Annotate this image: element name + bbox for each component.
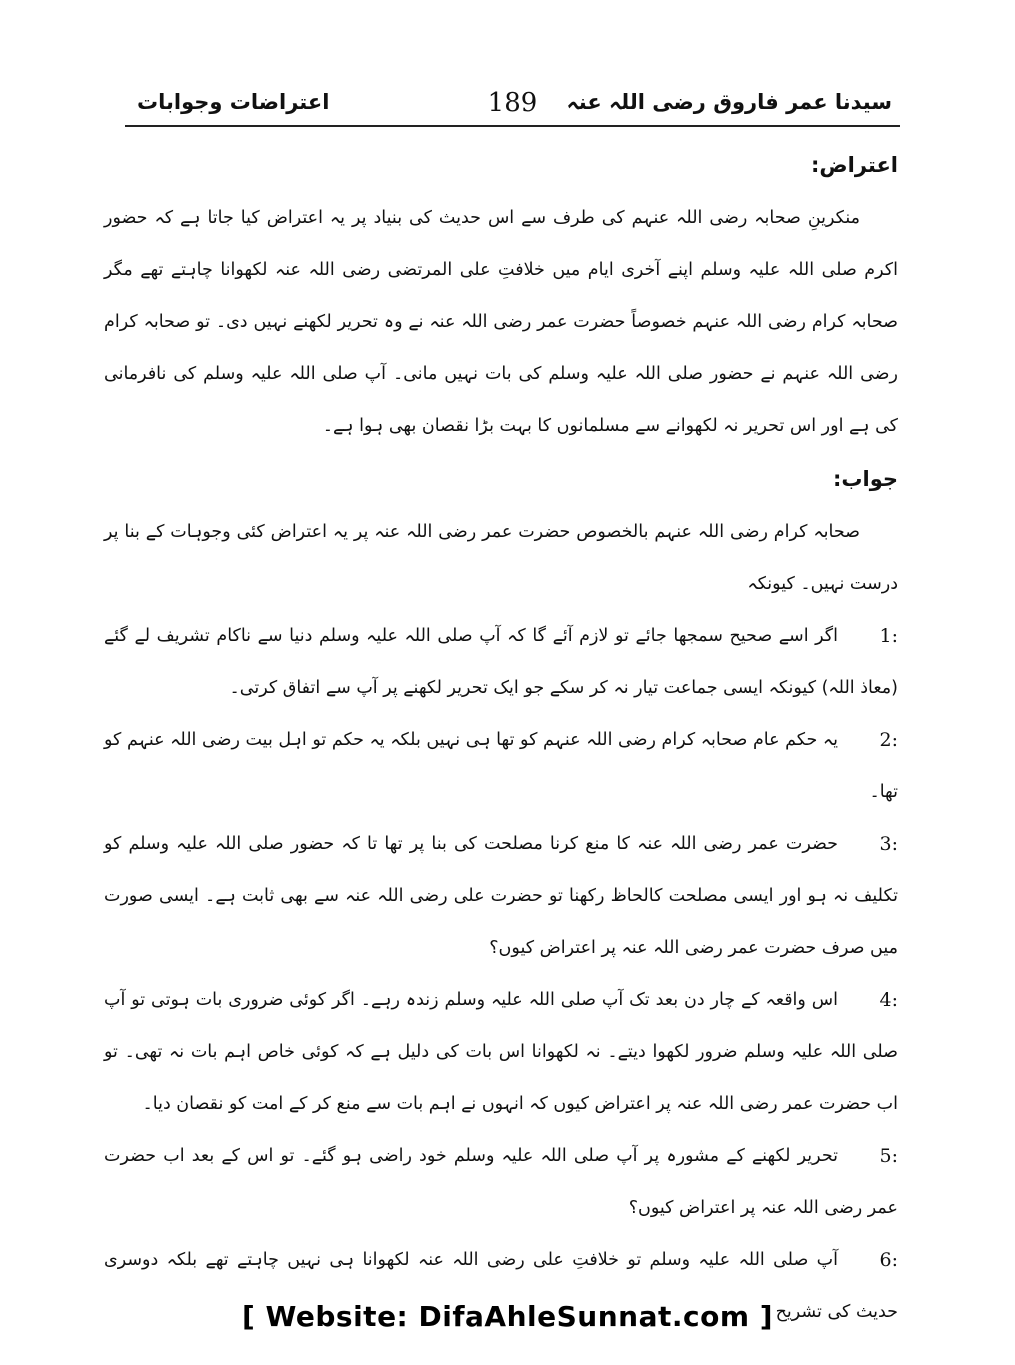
list-item-number: 2: [879, 729, 898, 751]
list-item-number: 3: [879, 833, 898, 855]
answer-heading: جواب: [833, 467, 898, 491]
list-item-5 [104, 1130, 898, 1234]
header-divider [125, 125, 900, 127]
list-item-text: اگر اسے صحیح سمجھا جائے تو لازم آئے گا کہ آپ صلی اللہ علیہ وسلم دنیا سے ناکام تشریف لے گئے (معاذ اللہ) کیونکہ ایسی جماعت تیار نہ کر سکے جو ایک تحریر لکھنے پر آپ سے اتفاق کرتی۔ [104, 626, 898, 698]
list-item-text: تحریر لکھنے کے مشورہ پر آپ صلی اللہ علیہ وسلم خود راضی ہو گئے۔ تو اس کے بعد اب حضرت عمر رضی اللہ عنہ پر اعتراض کیوں؟ [104, 1146, 898, 1218]
page-header [125, 82, 900, 126]
list-item-number: 4: [879, 989, 898, 1011]
list-item-number: 5: [879, 1145, 898, 1167]
objection-paragraph: منکرینِ صحابہ رضی اللہ عنہم کی طرف سے اس حدیث کی بنیاد پر یہ اعتراض کیا جاتا ہے کہ حضور اکرم صلی اللہ علیہ وسلم اپنے آخری ایام میں خلافتِ علی المرتضی رضی اللہ عنہ لکھوانا چاہتے تھے مگر صحابہ کرام رضی اللہ عنہم خصوصاً حضرت عمر رضی اللہ عنہ نے وہ تحریر لکھنے نہیں دی۔ تو صحابہ کرام رضی اللہ عنہم نے حضور صلی اللہ علیہ وسلم کی بات نہیں مانی۔ آپ صلی اللہ علیہ وسلم کی نافرمانی کی ہے اور اس تحریر نہ لکھوانے سے مسلمانوں کا بہت بڑا نقصان بھی ہوا ہے۔ [104, 208, 898, 436]
list-item-number: 1: [879, 625, 898, 647]
page-number: 189 [487, 88, 538, 118]
answer-intro-paragraph: صحابہ کرام رضی اللہ عنہم بالخصوص حضرت عمر رضی اللہ عنہ پر یہ اعتراض کئی وجوہات کے بنا پر درست نہیں۔ کیونکہ [104, 522, 898, 594]
list-item-text: آپ صلی اللہ علیہ وسلم تو خلافتِ علی رضی اللہ عنہ لکھوانا ہی نہیں چاہتے تھے بلکہ دوسری حدیث کی تشریح [104, 1250, 898, 1322]
list-item-4 [104, 974, 898, 1130]
list-item-text: اس واقعہ کے چار دن بعد تک آپ صلی اللہ علیہ وسلم زندہ رہے۔ اگر کوئی ضروری بات ہوتی تو آپ صلی اللہ علیہ وسلم ضرور لکھوا دیتے۔ نہ لکھوانا اس بات کی دلیل ہے کہ کوئی خاص اہم بات نہ تھی۔ تو اب حضرت عمر رضی اللہ عنہ پر اعتراض کیوں کہ انہوں نے اہم بات سے منع کر کے امت کو نقصان دیا۔ [104, 990, 898, 1114]
chapter-title: اعتراضات وجوابات [137, 90, 330, 114]
website-footer: [ Website: DifaAhleSunnat.com ] [241, 1300, 774, 1333]
objection-heading: اعتراض: [810, 153, 898, 177]
list-item-1 [104, 610, 898, 714]
list-item-2 [104, 714, 898, 818]
list-item-text: یہ حکم عام صحابہ کرام رضی اللہ عنہم کو تھا ہی نہیں بلکہ یہ حکم تو اہل بیت رضی اللہ عنہم کو تھا۔ [104, 730, 898, 802]
page-content [104, 138, 898, 1338]
list-item-number: 6: [879, 1249, 898, 1271]
book-title: سیدنا عمر فاروق رضی اللہ عنہ [566, 90, 892, 114]
list-item-3 [104, 818, 898, 974]
list-item-text: حضرت عمر رضی اللہ عنہ کا منع کرنا مصلحت کی بنا پر تھا تا کہ حضور صلی اللہ علیہ وسلم کو تکلیف نہ ہو اور ایسی مصلحت کالحاظ رکھنا تو حضرت علی رضی اللہ عنہ سے بھی ثابت ہے۔ ایسی صورت میں صرف حضرت عمر رضی اللہ عنہ پر اعتراض کیوں؟ [104, 834, 898, 958]
